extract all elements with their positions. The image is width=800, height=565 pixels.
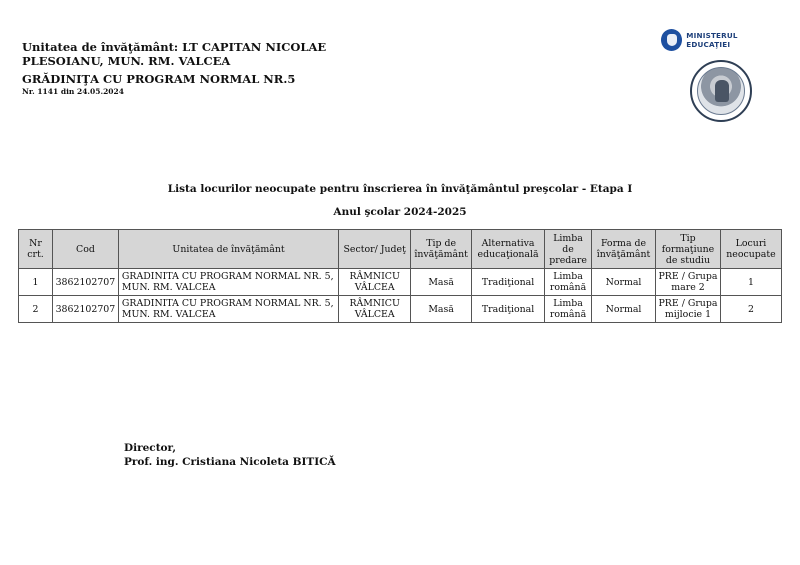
school-seal-icon bbox=[690, 60, 752, 122]
cell-alternativa: Tradiţional bbox=[472, 296, 545, 323]
cell-forma: Normal bbox=[592, 269, 656, 296]
kindergarten-name: GRĂDINIŢA CU PROGRAM NORMAL NR.5 bbox=[22, 72, 296, 86]
column-header: Tip de învăţământ bbox=[411, 230, 472, 269]
table-row bbox=[19, 296, 782, 323]
cell-formatiune: PRE / Grupa mijlocie 1 bbox=[656, 296, 721, 323]
cell-locuri: 1 bbox=[720, 269, 781, 296]
cell-nr: 2 bbox=[19, 296, 53, 323]
cell-nr: 1 bbox=[19, 269, 53, 296]
cell-forma: Normal bbox=[592, 296, 656, 323]
column-header: Cod bbox=[52, 230, 118, 269]
cell-unitate: GRADINITA CU PROGRAM NORMAL NR. 5, MUN. RM. VALCEA bbox=[118, 296, 338, 323]
column-header: Sector/ Judeţ bbox=[339, 230, 411, 269]
seal-portrait bbox=[697, 67, 745, 115]
cell-sector: RÂMNICU VÂLCEA bbox=[339, 269, 411, 296]
column-header: Alternativa educaţională bbox=[472, 230, 545, 269]
cell-tip: Masă bbox=[411, 269, 472, 296]
cell-sector: RÂMNICU VÂLCEA bbox=[339, 296, 411, 323]
signature-role: Director, bbox=[124, 442, 176, 454]
document-number: Nr. 1141 din 24.05.2024 bbox=[22, 87, 124, 96]
ministry-name: MINISTERUL EDUCAŢIEI bbox=[686, 31, 738, 49]
table-row bbox=[19, 269, 782, 296]
school-year: Anul şcolar 2024-2025 bbox=[333, 206, 467, 218]
cell-unitate: GRADINITA CU PROGRAM NORMAL NR. 5, MUN. RM. VALCEA bbox=[118, 269, 338, 296]
cell-alternativa: Tradiţional bbox=[472, 269, 545, 296]
table-header-row bbox=[19, 230, 782, 269]
signature-name: Prof. ing. Cristiana Nicoleta BITICĂ bbox=[124, 456, 336, 468]
cell-locuri: 2 bbox=[720, 296, 781, 323]
seal-figure bbox=[715, 80, 729, 102]
cell-cod: 3862102707 bbox=[52, 296, 118, 323]
romanian-coat-of-arms-icon bbox=[661, 29, 682, 51]
cell-cod: 3862102707 bbox=[52, 269, 118, 296]
signature-block bbox=[124, 441, 336, 469]
document-title: Lista locurilor neocupate pentru înscrierea în învăţământul preşcolar - Etapa I bbox=[167, 183, 633, 195]
column-header: Unitatea de învăţământ bbox=[118, 230, 338, 269]
column-header: Limba de predare bbox=[545, 230, 592, 269]
cell-formatiune: PRE / Grupa mare 2 bbox=[656, 269, 721, 296]
cell-limba: Limba română bbox=[545, 296, 592, 323]
vacant-places-table bbox=[18, 229, 782, 323]
document-header bbox=[22, 40, 352, 97]
cell-tip: Masă bbox=[411, 296, 472, 323]
column-header: Tip formaţiune de studiu bbox=[656, 230, 721, 269]
column-header: Forma de învăţământ bbox=[592, 230, 656, 269]
column-header: Locuri neocupate bbox=[720, 230, 781, 269]
education-unit-name: Unitatea de învăţământ: LT CAPITAN NICOLAE PLESOIANU, MUN. RM. VALCEA bbox=[22, 40, 327, 68]
column-header: Nr crt. bbox=[19, 230, 53, 269]
ministry-logo bbox=[661, 28, 781, 52]
cell-limba: Limba română bbox=[545, 269, 592, 296]
